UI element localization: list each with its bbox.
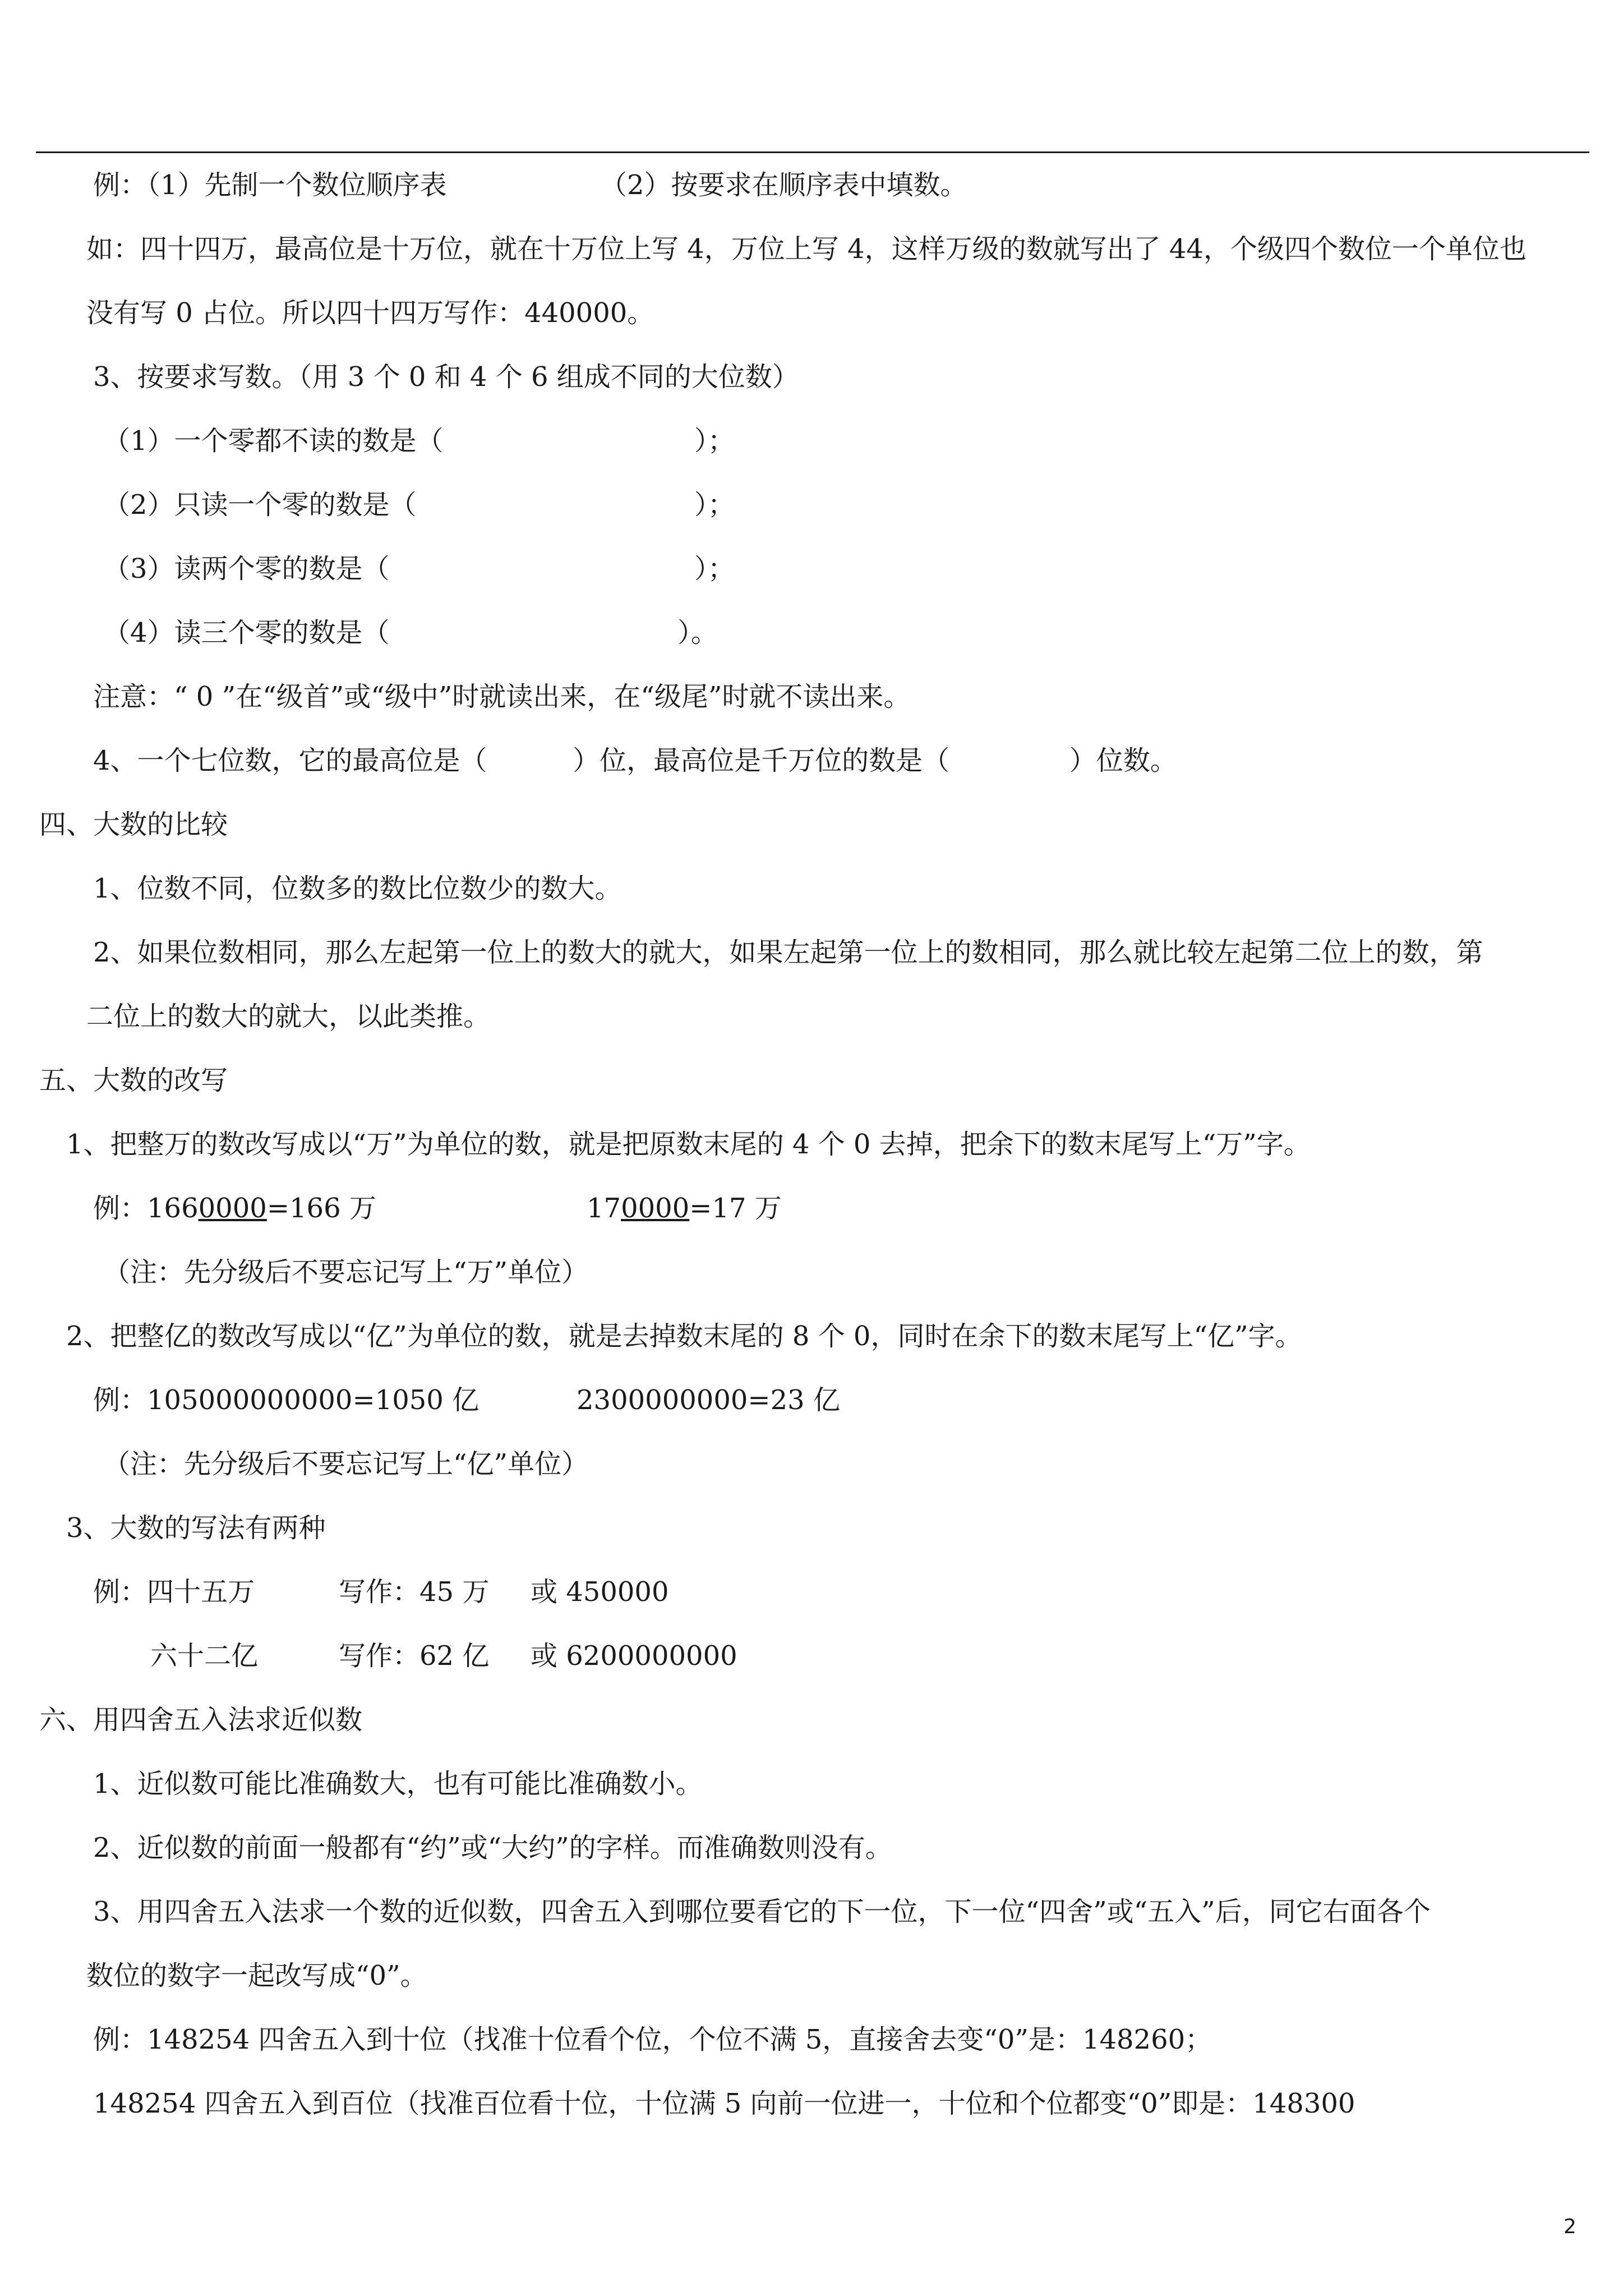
example-label: 例：四十五万 <box>93 1576 255 1608</box>
text-line: 例：148254 四舍五入到十位（找准十位看个位，个位不满 5，直接舍去变“0”是：148260； <box>93 2024 1212 2055</box>
text-line: 如：四十四万，最高位是十万位，就在十万位上写 4，万位上写 4，这样万级的数就写出了 44，个级四个数位一个单位也 <box>86 233 1527 265</box>
section-heading: 六、用四舍五入法求近似数 <box>39 1704 363 1736</box>
question-3-2: （2）只读一个零的数是（ <box>103 489 417 521</box>
answer-blank-end: ）； <box>694 425 735 457</box>
example-wan-1: 例：1660000=166 万 <box>93 1193 376 1224</box>
answer-blank-end: ）； <box>694 489 735 521</box>
text-line: 数位的数字一起改写成“0”。 <box>86 1960 427 1991</box>
question-3-1: （1）一个零都不读的数是（ <box>103 425 444 457</box>
answer-blank-end: ）； <box>694 553 735 585</box>
section-heading: 五、大数的改写 <box>39 1065 228 1096</box>
note-text: （注：先分级后不要忘记写上“万”单位） <box>103 1257 589 1288</box>
example-step-2: （2）按要求在顺序表中填数。 <box>600 169 967 201</box>
header-rule <box>36 151 1589 153</box>
question-4: 4、一个七位数，它的最高位是（ ）位，最高位是千万位的数是（ ）位数。 <box>93 745 1177 776</box>
text-line: 3、大数的写法有两种 <box>66 1512 326 1544</box>
example-yi-2: 2300000000=23 亿 <box>577 1384 840 1416</box>
section-heading: 四、大数的比较 <box>39 809 228 840</box>
text-line: 148254 四舍五入到百位（找准百位看十位，十位满 5 向前一位进一，十位和个位都变“0”即是：148300 <box>93 2088 1355 2119</box>
text-line: 3、用四舍五入法求一个数的近似数，四舍五入到哪位要看它的下一位，下一位“四舍”或“五入”后，同它右面各个 <box>93 1896 1431 1927</box>
text-line: 2、近似数的前面一般都有“约”或“大约”的字样。而准确数则没有。 <box>93 1832 892 1864</box>
example-value: 写作：62 亿 <box>339 1640 490 1672</box>
example-value: 或 6200000000 <box>531 1640 737 1672</box>
text-line: 没有写 0 占位。所以四十四万写作：440000。 <box>86 297 654 329</box>
text-line: 1、把整万的数改写成以“万”为单位的数，就是把原数末尾的 4 个 0 去掉，把余下的数末尾写上“万”字。 <box>66 1129 1311 1160</box>
example-label: 六十二亿 <box>150 1640 259 1672</box>
question-3-3: （3）读两个零的数是（ <box>103 553 390 585</box>
note-text: （注：先分级后不要忘记写上“亿”单位） <box>103 1448 589 1480</box>
text-line: 1、位数不同，位数多的数比位数少的数大。 <box>93 873 622 904</box>
example-value: 或 450000 <box>531 1576 669 1608</box>
page-number: 2 <box>1564 2215 1576 2238</box>
example-step-1: 例：（1）先制一个数位顺序表 <box>93 169 447 201</box>
text-line: 1、近似数可能比准确数大，也有可能比准确数小。 <box>93 1768 703 1800</box>
answer-blank-end: ）。 <box>677 617 718 648</box>
text-line: 2、把整亿的数改写成以“亿”为单位的数，就是去掉数末尾的 8 个 0，同时在余下的数末尾写上“亿”字。 <box>66 1320 1302 1352</box>
question-3: 3、按要求写数。（用 3 个 0 和 4 个 6 组成不同的大位数） <box>93 361 799 393</box>
text-line: 2、如果位数相同，那么左起第一位上的数大的就大，如果左起第一位上的数相同，那么就比较左起第二位上的数，第 <box>93 937 1483 968</box>
text-line: 二位上的数大的就大，以此类推。 <box>86 1001 491 1032</box>
example-yi-1: 例：105000000000=1050 亿 <box>93 1384 479 1416</box>
example-wan-2: 170000=17 万 <box>587 1193 782 1224</box>
note-text: 注意：“ 0 ”在“级首”或“级中”时就读出来，在“级尾”时就不读出来。 <box>93 681 911 712</box>
question-3-4: （4）读三个零的数是（ <box>103 617 390 648</box>
example-value: 写作：45 万 <box>339 1576 490 1608</box>
